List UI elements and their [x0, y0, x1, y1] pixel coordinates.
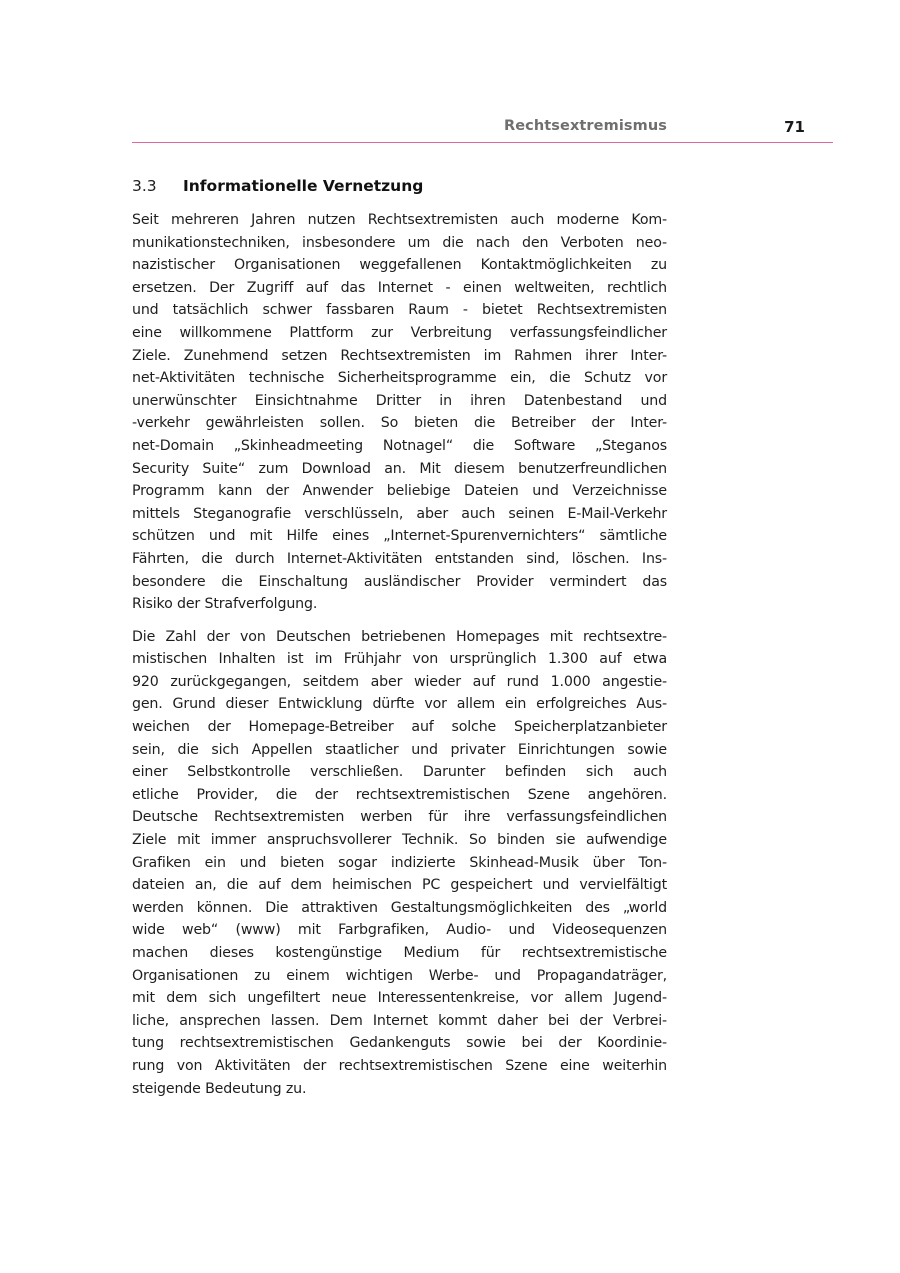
running-title: Rechtsextremismus	[503, 118, 667, 134]
section-number: 3.3	[132, 177, 157, 195]
text-line: Organisationen zu einem wichtigen Werbe- und Propagandaträger,	[132, 967, 667, 984]
text-line: mit dem sich ungefiltert neue Interessentenkreise, vor allem Jugend-	[132, 990, 667, 1007]
text-line: Deutsche Rechtsextremisten werben für ihre verfassungsfeindlichen	[132, 809, 667, 826]
page-number: 71	[784, 118, 805, 136]
text-line: Security Suite“ zum Download an. Mit diesem benutzerfreundlichen	[132, 460, 667, 477]
text-line: machen dieses kostengünstige Medium für rechtsextremistische	[132, 945, 667, 961]
text-line: tung rechtsextremistischen Gedankenguts sowie bei der Koordinie-	[132, 1035, 667, 1052]
text-line: Fährten, die durch Internet-Aktivitäten entstanden sind, löschen. Ins-	[132, 550, 667, 567]
header-rule	[132, 142, 833, 143]
text-line: net-Domain „Skinheadmeeting Notnagel“ die Software „Steganos	[132, 437, 667, 454]
text-line: 920 zurückgegangen, seitdem aber wieder auf rund 1.000 angestie-	[132, 673, 667, 690]
running-header	[132, 118, 833, 140]
text-line: und tatsächlich schwer fassbaren Raum - bietet Rechtsextremisten	[132, 302, 667, 319]
text-line: Grafiken ein und bieten sogar indizierte Skinhead-Musik über Ton-	[132, 854, 667, 871]
text-line: eine willkommene Plattform zur Verbreitung verfassungsfeindlicher	[132, 324, 667, 341]
text-line: nazistischer Organisationen weggefallenen Kontaktmöglichkeiten zu	[132, 257, 667, 274]
text-line: Die Zahl der von Deutschen betriebenen Homepages mit rechtsextre-	[132, 628, 667, 645]
text-line: Risiko der Strafverfolgung.	[132, 596, 318, 613]
body-text	[132, 209, 667, 1100]
text-line: -verkehr gewährleisten sollen. So bieten die Betreiber der Inter-	[132, 415, 667, 432]
text-line: wide web“ (www) mit Farbgrafiken, Audio- und Videosequenzen	[132, 922, 667, 939]
text-line: dateien an, die auf dem heimischen PC gespeichert und vervielfältigt	[132, 877, 667, 894]
text-line: liche, ansprechen lassen. Dem Internet kommt daher bei der Verbrei-	[132, 1012, 667, 1029]
text-line: unerwünschter Einsichtnahme Dritter in ihren Datenbestand und	[132, 392, 667, 409]
text-line: Programm kann der Anwender beliebige Dateien und Verzeichnisse	[132, 483, 667, 500]
text-line: rung von Aktivitäten der rechtsextremistischen Szene eine weiterhin	[132, 1057, 667, 1074]
text-line: mittels Steganografie verschlüsseln, aber auch seinen E-Mail-Verkehr	[132, 505, 667, 522]
text-line: besondere die Einschaltung ausländischer Provider vermindert das	[132, 573, 667, 590]
paragraph	[132, 626, 667, 1100]
section-title: Informationelle Vernetzung	[183, 177, 424, 195]
text-line: munikationstechniken, insbesondere um die nach den Verboten neo-	[132, 234, 667, 251]
text-line: werden können. Die attraktiven Gestaltungsmöglichkeiten des „world	[132, 899, 667, 916]
section-heading	[132, 177, 423, 195]
text-line: Ziele mit immer anspruchsvollerer Technik. So binden sie aufwendige	[132, 832, 667, 849]
text-line: gen. Grund dieser Entwicklung dürfte vor allem ein erfolgreiches Aus-	[132, 696, 667, 713]
text-line: net-Aktivitäten technische Sicherheitsprogramme ein, die Schutz vor	[132, 370, 667, 387]
text-line: etliche Provider, die der rechtsextremistischen Szene angehören.	[132, 786, 667, 803]
text-line: Seit mehreren Jahren nutzen Rechtsextremisten auch moderne Kom-	[132, 212, 667, 228]
text-line: Ziele. Zunehmend setzen Rechtsextremisten im Rahmen ihrer Inter-	[132, 347, 667, 364]
paragraph	[132, 209, 667, 616]
text-line: ersetzen. Der Zugriff auf das Internet - einen weltweiten, rechtlich	[132, 279, 667, 296]
text-line: mistischen Inhalten ist im Frühjahr von ursprünglich 1.300 auf etwa	[132, 651, 667, 668]
text-line: weichen der Homepage-Betreiber auf solche Speicherplatzanbieter	[132, 719, 667, 736]
text-line: sein, die sich Appellen staatlicher und privater Einrichtungen sowie	[132, 741, 667, 758]
text-line: schützen und mit Hilfe eines „Internet-Spurenvernichters“ sämtliche	[132, 528, 667, 545]
text-line: einer Selbstkontrolle verschließen. Darunter befinden sich auch	[132, 764, 667, 781]
text-line: steigende Bedeutung zu.	[132, 1080, 307, 1097]
